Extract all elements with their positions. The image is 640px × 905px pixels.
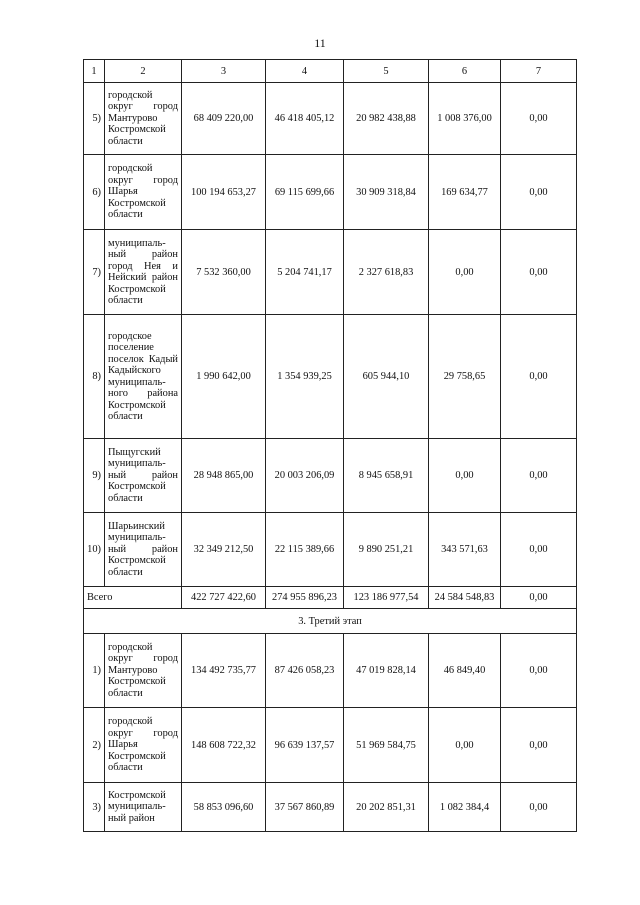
table-row [84,439,577,513]
cell-col4: 1 354 939,25 [266,315,344,439]
cell-col3: 68 409 220,00 [182,83,266,155]
cell-col7: 0,00 [501,230,577,315]
total-row [84,587,577,609]
cell-col5: 2 327 618,83 [344,230,429,315]
cell-col7: 0,00 [501,83,577,155]
row-index: 5) [84,83,105,155]
column-header: 1 [84,60,105,83]
cell-col4: 22 115 389,66 [266,513,344,587]
municipality-name: Пыщугский муниципаль-ный район Костромской области [105,439,182,513]
cell-col7: 0,00 [501,155,577,230]
total-label: Всего [84,587,182,609]
cell-col6: 343 571,63 [429,513,501,587]
row-index: 3) [84,783,105,832]
table-row [84,634,577,708]
cell-col5: 20 202 851,31 [344,783,429,832]
municipality-name: городской округ город Мантурово Костромской области [105,83,182,155]
cell-col7: 0,00 [501,315,577,439]
table-row [84,708,577,783]
column-header: 5 [344,60,429,83]
municipality-name: городской округ город Шарья Костромской области [105,708,182,783]
table-header-row [84,60,577,83]
budget-table [83,59,577,832]
cell-col6: 29 758,65 [429,315,501,439]
cell-col5: 605 944,10 [344,315,429,439]
row-index: 8) [84,315,105,439]
municipality-name: Костромской муниципаль-ный район [105,783,182,832]
cell-col5: 20 982 438,88 [344,83,429,155]
cell-col3: 32 349 212,50 [182,513,266,587]
cell-col5: 8 945 658,91 [344,439,429,513]
row-index: 7) [84,230,105,315]
table-row [84,513,577,587]
row-index: 1) [84,634,105,708]
cell-col6: 0,00 [429,708,501,783]
cell-col4: 5 204 741,17 [266,230,344,315]
row-index: 10) [84,513,105,587]
municipality-name: муниципаль-ный район город Нея и Нейский район Костромской области [105,230,182,315]
row-index: 9) [84,439,105,513]
column-header: 7 [501,60,577,83]
total-col7: 0,00 [501,587,577,609]
column-header: 4 [266,60,344,83]
table-row [84,783,577,832]
total-col5: 123 186 977,54 [344,587,429,609]
cell-col3: 100 194 653,27 [182,155,266,230]
table-row [84,230,577,315]
row-index: 6) [84,155,105,230]
stage-title: 3. Третий этап [84,609,577,634]
table-row [84,315,577,439]
cell-col6: 1 082 384,4 [429,783,501,832]
cell-col4: 37 567 860,89 [266,783,344,832]
column-header: 3 [182,60,266,83]
cell-col6: 1 008 376,00 [429,83,501,155]
cell-col6: 0,00 [429,439,501,513]
cell-col7: 0,00 [501,513,577,587]
cell-col7: 0,00 [501,708,577,783]
cell-col3: 28 948 865,00 [182,439,266,513]
cell-col7: 0,00 [501,783,577,832]
cell-col3: 58 853 096,60 [182,783,266,832]
total-col3: 422 727 422,60 [182,587,266,609]
municipality-name: городской округ город Мантурово Костромской области [105,634,182,708]
cell-col6: 0,00 [429,230,501,315]
cell-col3: 134 492 735,77 [182,634,266,708]
cell-col4: 46 418 405,12 [266,83,344,155]
municipality-name: городской округ город Шарья Костромской области [105,155,182,230]
municipality-name: Шарьинский муниципаль-ный район Костромской области [105,513,182,587]
total-col4: 274 955 896,23 [266,587,344,609]
cell-col5: 51 969 584,75 [344,708,429,783]
table-row [84,155,577,230]
column-header: 2 [105,60,182,83]
cell-col7: 0,00 [501,634,577,708]
cell-col3: 148 608 722,32 [182,708,266,783]
cell-col5: 9 890 251,21 [344,513,429,587]
table-row [84,83,577,155]
page-number: 11 [314,36,326,50]
row-index: 2) [84,708,105,783]
stage-row [84,609,577,634]
municipality-name: городское поселение поселок Кадый Кадыйского муниципаль-ного района Костромской области [105,315,182,439]
cell-col3: 1 990 642,00 [182,315,266,439]
cell-col4: 96 639 137,57 [266,708,344,783]
cell-col6: 46 849,40 [429,634,501,708]
cell-col6: 169 634,77 [429,155,501,230]
cell-col4: 69 115 699,66 [266,155,344,230]
cell-col7: 0,00 [501,439,577,513]
cell-col5: 30 909 318,84 [344,155,429,230]
column-header: 6 [429,60,501,83]
total-col6: 24 584 548,83 [429,587,501,609]
cell-col3: 7 532 360,00 [182,230,266,315]
cell-col5: 47 019 828,14 [344,634,429,708]
cell-col4: 20 003 206,09 [266,439,344,513]
cell-col4: 87 426 058,23 [266,634,344,708]
